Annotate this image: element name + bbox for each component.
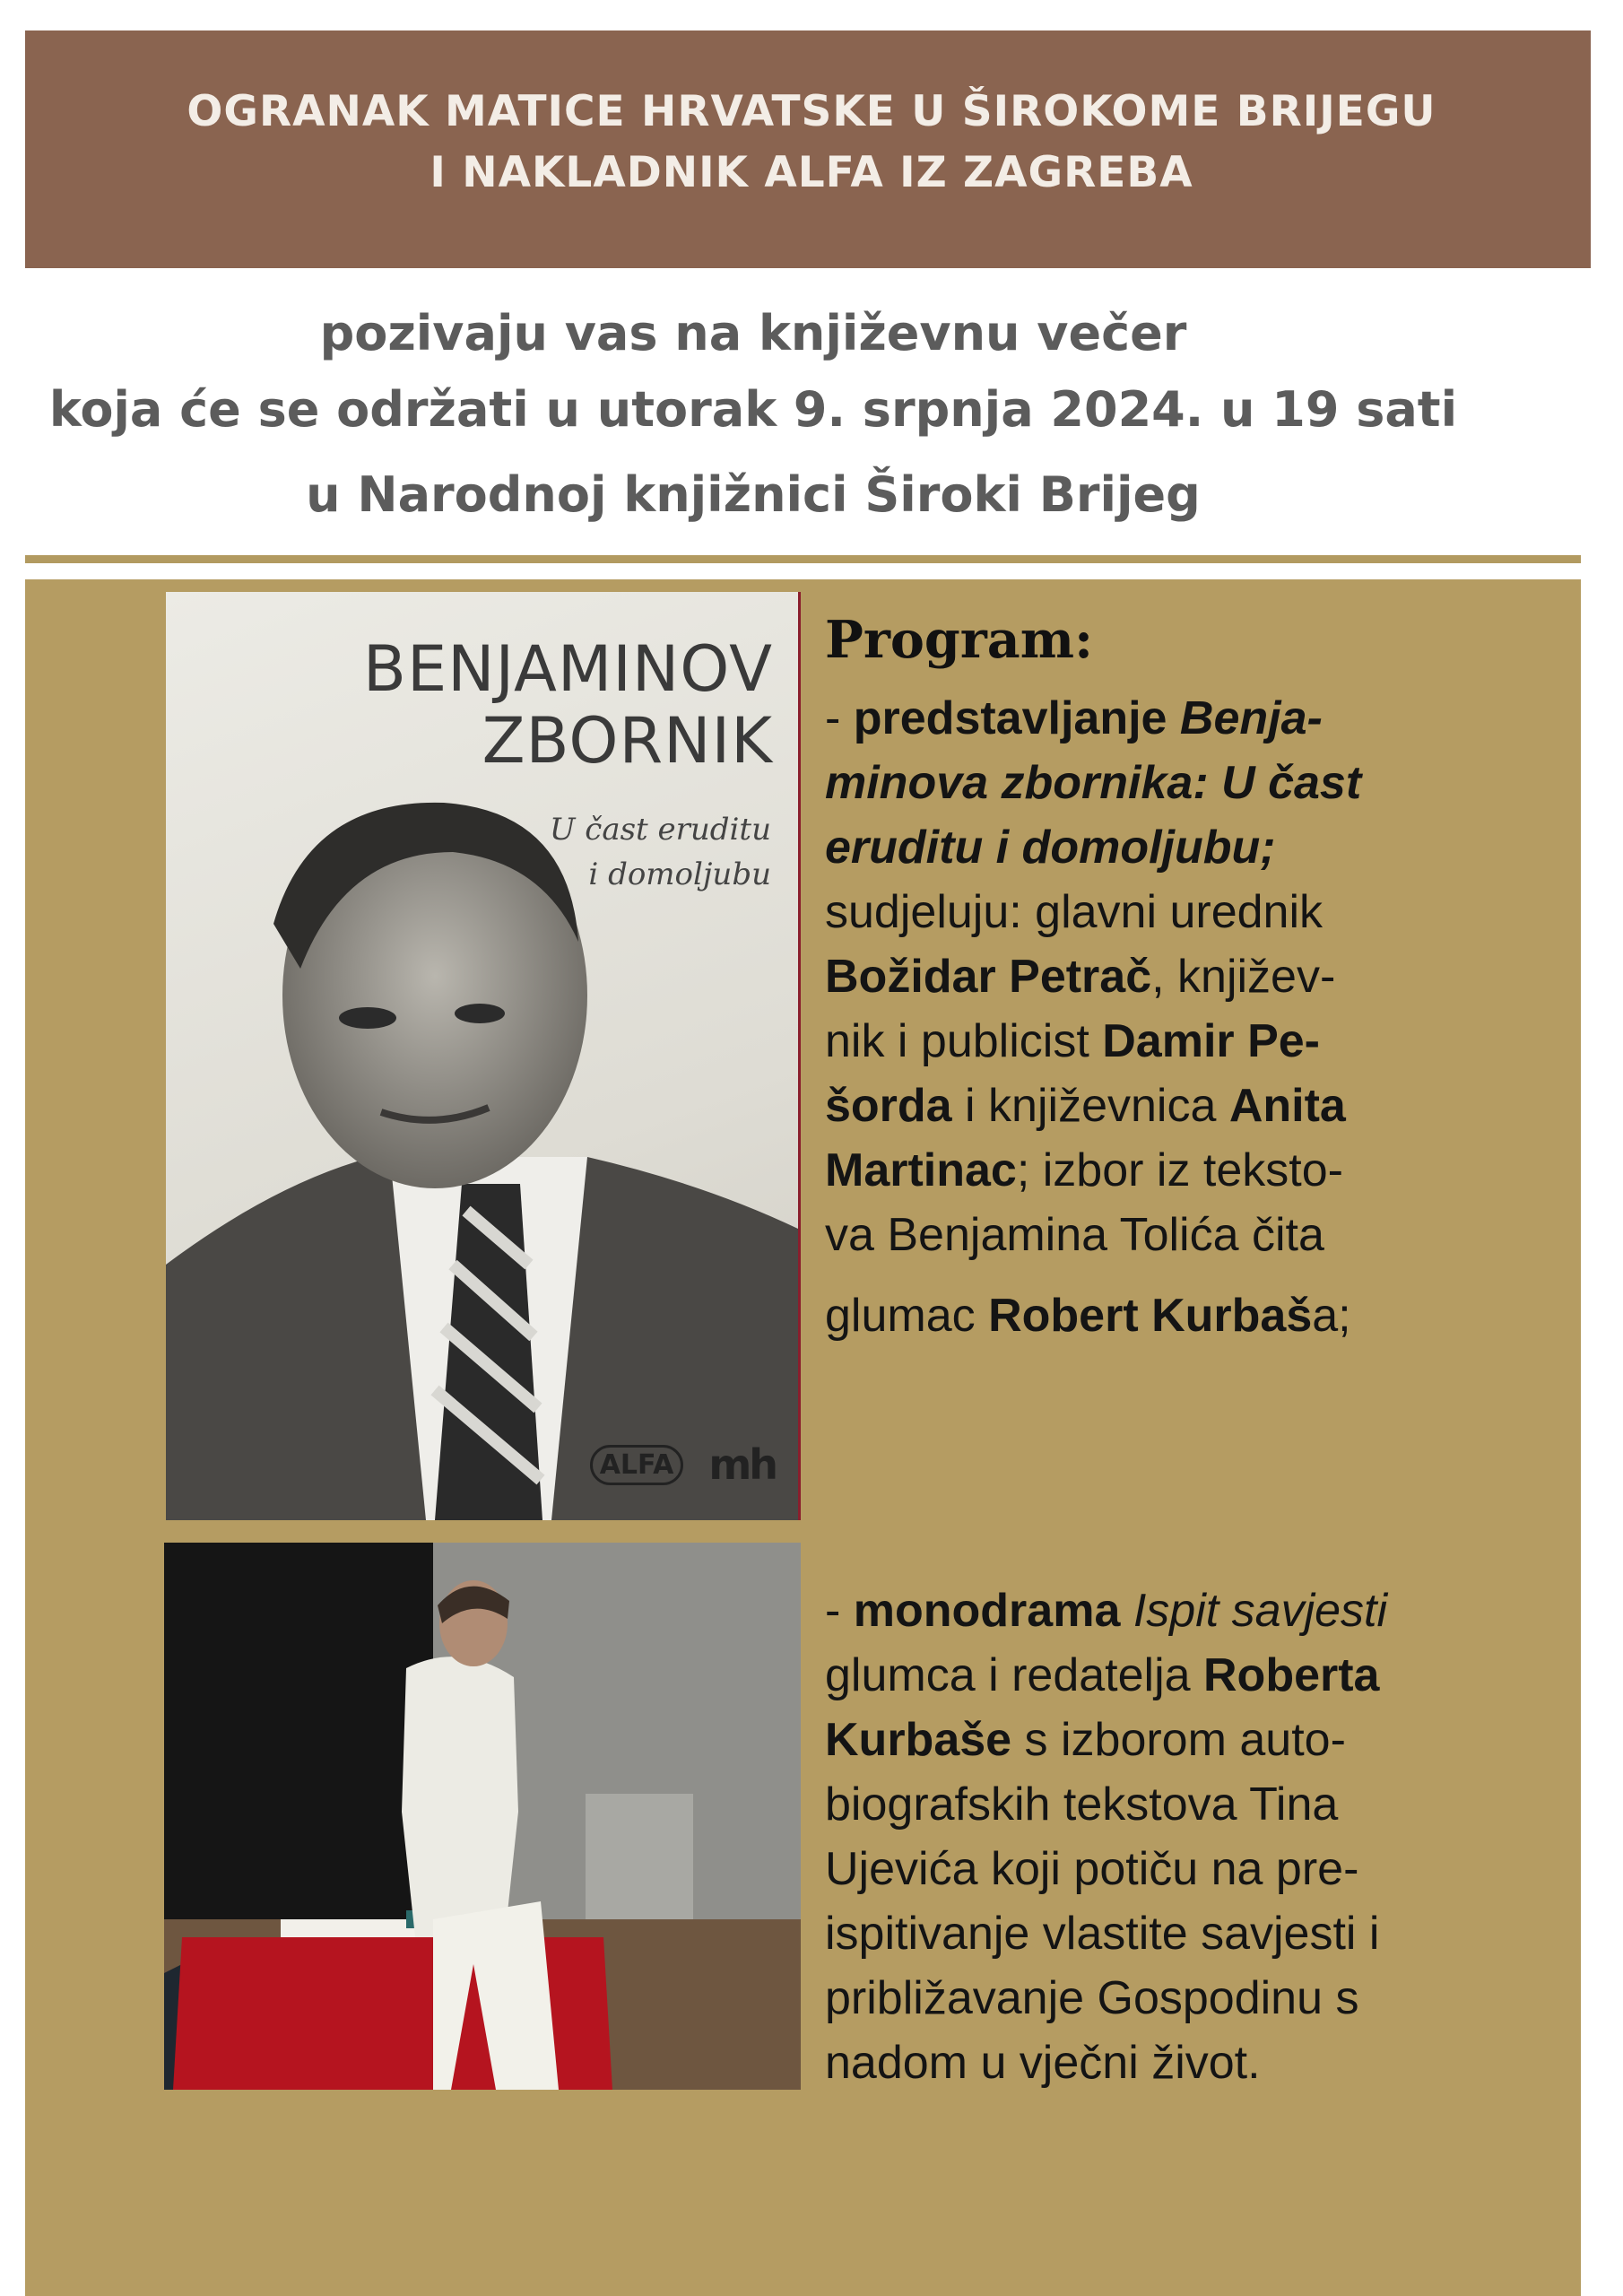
text: predstavljanje [853,692,1180,744]
text: eruditu i domoljubu; [825,822,1276,874]
play-title: Ispit savjesti [1133,1585,1388,1637]
text: Benja- [1179,692,1323,744]
participant-name: Roberta [1203,1649,1380,1701]
header-line-2: I NAKLADNIK ALFA IZ ZAGREBA [430,148,1193,197]
cover-title-line-1: BENJAMINOV [362,632,773,706]
text: ; izbor iz teksto- [1016,1144,1343,1196]
program-heading: Program: [825,610,1094,670]
participant-name: Božidar Petrač [825,951,1152,1003]
cover-subtitle-line-2: i domoljubu [588,857,771,892]
invitation-line-2: koja će se održati u utorak 9. srpnja 2024. u 19 sati [48,381,1458,438]
cover-title-line-2: ZBORNIK [482,704,773,778]
divider-rule [25,555,1581,563]
text: Ujevića koji potiču na pre- [825,1843,1359,1895]
text: a; [1312,1290,1351,1342]
text: monodrama [853,1585,1133,1637]
book-cover [166,592,801,1520]
participant-name: Kurbaše [825,1714,1012,1766]
text: glumca i redatelja [825,1649,1203,1701]
mh-logo: mh [708,1440,776,1489]
participant-name: Damir Pe- [1102,1015,1320,1067]
text: biografskih tekstova Tina [825,1779,1339,1831]
cover-subtitle-line-1: U čast eruditu [549,812,771,848]
invitation-line-3: u Narodnoj knjižnici Široki Brijeg [306,466,1201,523]
invitation-line-1: pozivaju vas na književnu večer [319,305,1187,361]
participant-name: Robert Kurbaš [988,1290,1313,1342]
text: s izborom auto- [1011,1714,1346,1766]
participant-name: Anita [1228,1080,1346,1132]
stage-photo [164,1543,801,2090]
text: glumac [825,1290,989,1342]
publisher-logos [590,1440,776,1489]
text: va Benjamina Tolića čita [825,1209,1324,1261]
text: ispitivanje vlastite savjesti i [825,1908,1380,1960]
header-line-1: OGRANAK MATICE HRVATSKE U ŠIROKOME BRIJEGU [187,87,1436,136]
text: , književ- [1151,951,1336,1003]
text: i književnica [951,1080,1229,1132]
program-item-2 [825,1578,1387,2095]
text: približavanje Gospodinu s [825,1972,1359,2024]
participant-name: šorda [825,1080,952,1132]
text: nadom u vječni život. [825,2037,1261,2089]
text: sudjeluju: glavni urednik [825,886,1324,938]
alfa-logo: ALFA [590,1445,684,1485]
program-item-1 [825,686,1361,1348]
participant-name: Martinac [825,1144,1017,1196]
text: nik i publicist [825,1015,1103,1067]
text: minova zbornika: U čast [825,757,1362,809]
text: - [825,692,854,744]
text: - [825,1585,854,1637]
